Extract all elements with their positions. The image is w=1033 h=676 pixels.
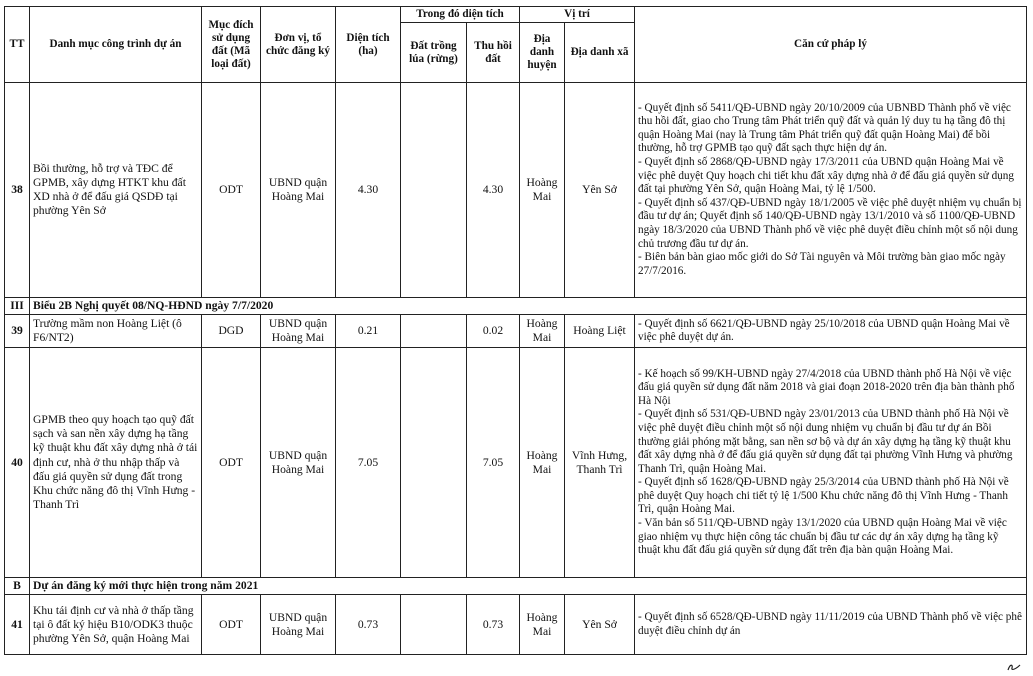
row-recovered-land: 4.30: [467, 83, 520, 298]
land-use-project-table: [4, 6, 1027, 655]
row-project-name: Bồi thường, hỗ trợ và TĐC để GPMB, xây dựng HTKT khu đất XD nhà ở để đấu giá QSDĐ tại phường Yên Sở: [30, 83, 202, 298]
row-project-name: Trường mầm non Hoàng Liệt (ô F6/NT2): [30, 315, 202, 348]
row-land-purpose: ODT: [202, 348, 261, 578]
header-rice-land: Đất trồng lúa (rừng): [401, 23, 467, 83]
row-rice-land: [401, 315, 467, 348]
section-number: III: [5, 298, 30, 315]
header-project-name: Danh mục công trình dự án: [30, 7, 202, 83]
row-legal-basis: [635, 595, 1027, 655]
row-project-name: GPMB theo quy hoạch tạo quỹ đất sạch và san nền xây dựng hạ tầng kỹ thuật khu đất xây dựng nhà ở tái định cư, nhà ở thu nhập thấp và đấu giá quyền sử dụng đất trong Khu chức năng đô thị Vĩnh Hưng - Thanh Trì: [30, 348, 202, 578]
section-title: Biểu 2B Nghị quyết 08/NQ-HĐND ngày 7/7/2020: [30, 298, 1027, 315]
row-land-purpose: DGD: [202, 315, 261, 348]
row-project-name: Khu tái định cư và nhà ở thấp tầng tại ô đất ký hiệu B10/ODK3 thuộc phường Yên Sở, quận Hoàng Mai: [30, 595, 202, 655]
header-recovered-land: Thu hồi đất: [467, 23, 520, 83]
header-area: Diện tích (ha): [336, 7, 401, 83]
row-registering-unit: UBND quận Hoàng Mai: [261, 595, 336, 655]
row-legal-basis: [635, 348, 1027, 578]
row-recovered-land: 0.73: [467, 595, 520, 655]
legal-item: - Kế hoạch số 99/KH-UBND ngày 27/4/2018 của UBND thành phố Hà Nội về việc đấu giá quyền sử dụng đất năm 2018 và giai đoạn 2018-2020 trên địa bàn thành phố Hà Nội: [638, 367, 1015, 407]
header-land-purpose: Mục đích sử dụng đất (Mã loại đất): [202, 7, 261, 83]
row-rice-land: [401, 348, 467, 578]
table-row: [5, 83, 1027, 298]
signature-mark: [1007, 662, 1021, 672]
row-recovered-land: 7.05: [467, 348, 520, 578]
row-legal-basis: [635, 315, 1027, 348]
row-registering-unit: UBND quận Hoàng Mai: [261, 83, 336, 298]
row-tt: 39: [5, 315, 30, 348]
row-commune: Hoàng Liệt: [565, 315, 635, 348]
row-land-purpose: ODT: [202, 595, 261, 655]
header-registering-unit: Đơn vị, tổ chức đăng ký: [261, 7, 336, 83]
legal-item: - Quyết định số 531/QĐ-UBND ngày 23/01/2013 của UBND thành phố Hà Nội về việc phê duyệt điều chỉnh một số nội dung nhiệm vụ chuẩn bị đầu tư dự án Bồi thường giải phóng mặt bằng, san nền sơ bộ và dự án xây dựng hạ tầng kỹ thuật khu đất xây dựng nhà ở để đấu giá quyền sử dụng đất tại phường Vĩnh Hưng và phường Thanh Trì, quận Hoàng Mai.: [638, 408, 1013, 475]
row-registering-unit: UBND quận Hoàng Mai: [261, 348, 336, 578]
row-district: Hoàng Mai: [520, 595, 565, 655]
row-registering-unit: UBND quận Hoàng Mai: [261, 315, 336, 348]
legal-item: - Quyết định số 1628/QĐ-UBND ngày 25/3/2014 của UBND thành phố Hà Nội về phê duyệt Quy hoạch chi tiết tỷ lệ 1/500 Khu chức năng đô thị Vĩnh Hưng - Thanh Trì, quận Hoàng Mai.: [638, 476, 1009, 516]
legal-item: - Quyết định số 6621/QĐ-UBND ngày 25/10/2018 của UBND quận Hoàng Mai về việc phê duyệt dự án.: [638, 317, 1010, 344]
row-commune: Yên Sở: [565, 83, 635, 298]
row-rice-land: [401, 595, 467, 655]
legal-item: - Biên bản bàn giao mốc giới do Sở Tài nguyên và Môi trường bàn giao mốc ngày 27/7/2016.: [638, 251, 1006, 277]
row-district: Hoàng Mai: [520, 315, 565, 348]
row-commune: Yên Sở: [565, 595, 635, 655]
row-tt: 41: [5, 595, 30, 655]
header-legal-basis: Căn cứ pháp lý: [635, 7, 1027, 83]
legal-item: - Quyết định số 6528/QĐ-UBND ngày 11/11/2019 của UBND Thành phố về việc phê duyệt điều chỉnh dự án: [638, 611, 1022, 637]
header-commune: Địa danh xã: [565, 23, 635, 83]
header-within-area: Trong đó diện tích: [401, 7, 520, 23]
row-district: Hoàng Mai: [520, 348, 565, 578]
row-tt: 40: [5, 348, 30, 578]
header-district: Địa danh huyện: [520, 23, 565, 83]
table-row: [5, 595, 1027, 655]
row-district: Hoàng Mai: [520, 83, 565, 298]
section-number: B: [5, 578, 30, 595]
row-legal-basis: [635, 83, 1027, 298]
legal-item: - Quyết định số 5411/QĐ-UBND ngày 20/10/2009 của UBNBD Thành phố về việc thu hồi đất, giao cho Trung tâm Phát triển quỹ đất và quản lý duy tu hạ tầng đô thị quận Hoàng Mai (nay là Trung tâm Phát triển quỹ đất quận Hoàng Mai) để bồi thường, hỗ trợ GPMB tạo quỹ đất sạch thực hiện dự án.: [638, 101, 1011, 155]
row-rice-land: [401, 83, 467, 298]
header-tt: TT: [5, 7, 30, 83]
section-row: [5, 298, 1027, 315]
section-row: [5, 578, 1027, 595]
row-recovered-land: 0.02: [467, 315, 520, 348]
row-area: 4.30: [336, 83, 401, 298]
row-area: 0.73: [336, 595, 401, 655]
section-title: Dự án đăng ký mới thực hiện trong năm 2021: [30, 578, 1027, 595]
row-area: 7.05: [336, 348, 401, 578]
legal-item: - Quyết định số 437/QĐ-UBND ngày 18/1/2005 về việc phê duyệt nhiệm vụ chuẩn bị đầu tư dự án; Quyết định số 140/QĐ-UBND ngày 13/1/2010 và số 1100/QĐ-UBND ngày 18/3/2020 của UBND Thành phố về việc phê duyệt điều chỉnh một số nội dung chủ trương đầu tư dự án.: [638, 196, 1022, 250]
legal-item: - Văn bản số 511/QĐ-UBND ngày 13/1/2020 của UBND quận Hoàng Mai về việc giao nhiệm vụ thực hiện công tác chuẩn bị đầu tư các dự án xây dựng hạ tầng kỹ thuật khu đất đấu giá quyền sử dụng đất trên địa bàn quận Hoàng Mai.: [638, 517, 1007, 557]
row-tt: 38: [5, 83, 30, 298]
table-row: [5, 348, 1027, 578]
row-commune: Vĩnh Hưng, Thanh Trì: [565, 348, 635, 578]
row-land-purpose: ODT: [202, 83, 261, 298]
legal-item: - Quyết định số 2868/QĐ-UBND ngày 17/3/2011 của UBND quận Hoàng Mai về việc phê duyệt Quy hoạch chi tiết khu đất xây dựng nhà ở để đấu giá quyền sử dụng đất tại phường Yên Sở, quận Hoàng Mai, tỷ lệ 1/500.: [638, 156, 1014, 196]
header-location: Vị trí: [520, 7, 635, 23]
row-area: 0.21: [336, 315, 401, 348]
table-row: [5, 315, 1027, 348]
